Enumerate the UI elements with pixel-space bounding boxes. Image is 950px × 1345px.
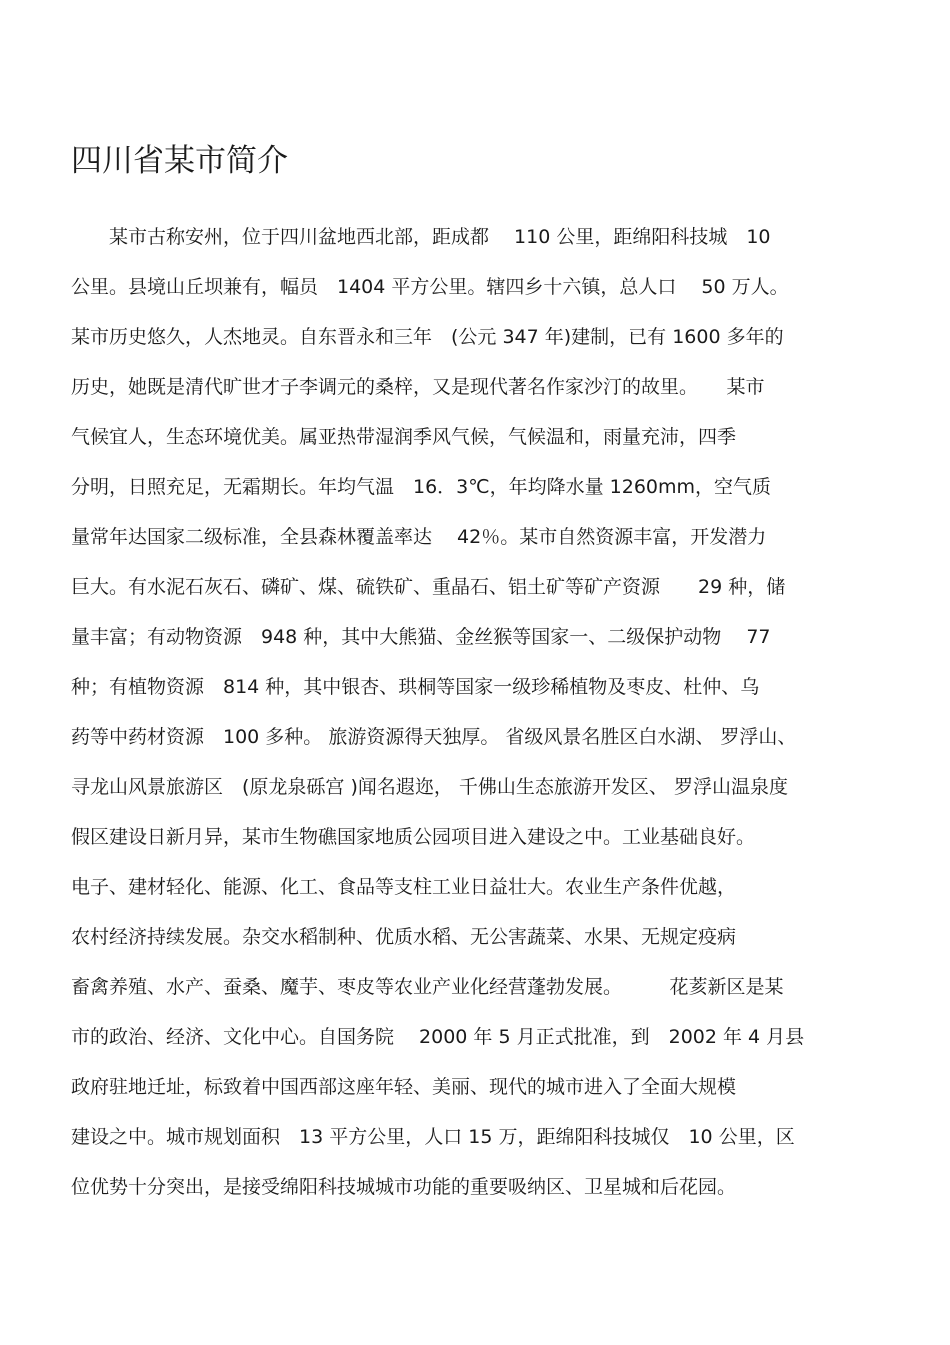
text-line: 假区建设日新月异，某市生物礁国家地质公园项目进入建设之中。工业基础良好。: [71, 826, 756, 848]
text-line: 药等中药材资源 100 多种。 旅游资源得天独厚。 省级风景名胜区白水湖、 罗浮山、: [71, 726, 797, 748]
text-line: 分明，日照充足，无霜期长。年均气温 16．3℃，年均降水量 1260mm，空气质: [71, 476, 772, 498]
page-title: 四川省某市简介: [71, 143, 288, 179]
text-line: 建设之中。城市规划面积 13 平方公里，人口 15 万，距绵阳科技城仅 10 公里，区: [71, 1126, 795, 1148]
text-line: 位优势十分突出，是接受绵阳科技城城市功能的重要吸纳区、卫星城和后花园。: [71, 1176, 737, 1198]
text-line: 历史，她既是清代旷世才子李调元的桑梓，又是现代著名作家沙汀的故里。 某市: [71, 376, 765, 398]
text-line: 公里。县境山丘坝兼有，幅员 1404 平方公里。辖四乡十六镇，总人口 50 万人。: [71, 276, 789, 298]
body-paragraph: [71, 217, 871, 1217]
text-line: 某市古称安州，位于四川盆地西北部，距成都 110 公里，距绵阳科技城 10: [71, 226, 771, 248]
text-line: 巨大。有水泥石灰石、磷矿、煤、硫铁矿、重晶石、铝土矿等矿产资源 29 种，储: [71, 576, 786, 598]
text-line: 量丰富；有动物资源 948 种，其中大熊猫、金丝猴等国家一、二级保护动物 77: [71, 626, 771, 648]
text-line: 量常年达国家二级标准，全县森林覆盖率达 42％。某市自然资源丰富，开发潜力: [71, 526, 767, 548]
text-line: 电子、建材轻化、能源、化工、食品等支柱工业日益壮大。农业生产条件优越，: [71, 876, 737, 898]
text-line: 畜禽养殖、水产、蚕桑、魔芋、枣皮等农业产业化经营蓬勃发展。 花荄新区是某: [71, 976, 784, 998]
text-line: 气候宜人，生态环境优美。属亚热带湿润季风气候，气候温和，雨量充沛，四季: [71, 426, 737, 448]
text-line: 寻龙山风景旅游区 (原龙泉砾宫 )闻名遐迩， 千佛山生态旅游开发区、 罗浮山温泉度: [71, 776, 788, 798]
text-line: 种；有植物资源 814 种，其中银杏、珙桐等国家一级珍稀植物及枣皮、杜仲、乌: [71, 676, 760, 698]
text-line: 某市历史悠久，人杰地灵。自东晋永和三年 (公元 347 年)建制，已有 1600 多年的: [71, 326, 784, 348]
text-line: 市的政治、经济、文化中心。自国务院 2000 年 5 月正式批准，到 2002 年 4 月县: [71, 1026, 805, 1048]
text-line: 农村经济持续发展。杂交水稻制种、优质水稻、无公害蔬菜、水果、无规定疫病: [71, 926, 737, 948]
text-line: 政府驻地迁址，标致着中国西部这座年轻、美丽、现代的城市进入了全面大规模: [71, 1076, 737, 1098]
